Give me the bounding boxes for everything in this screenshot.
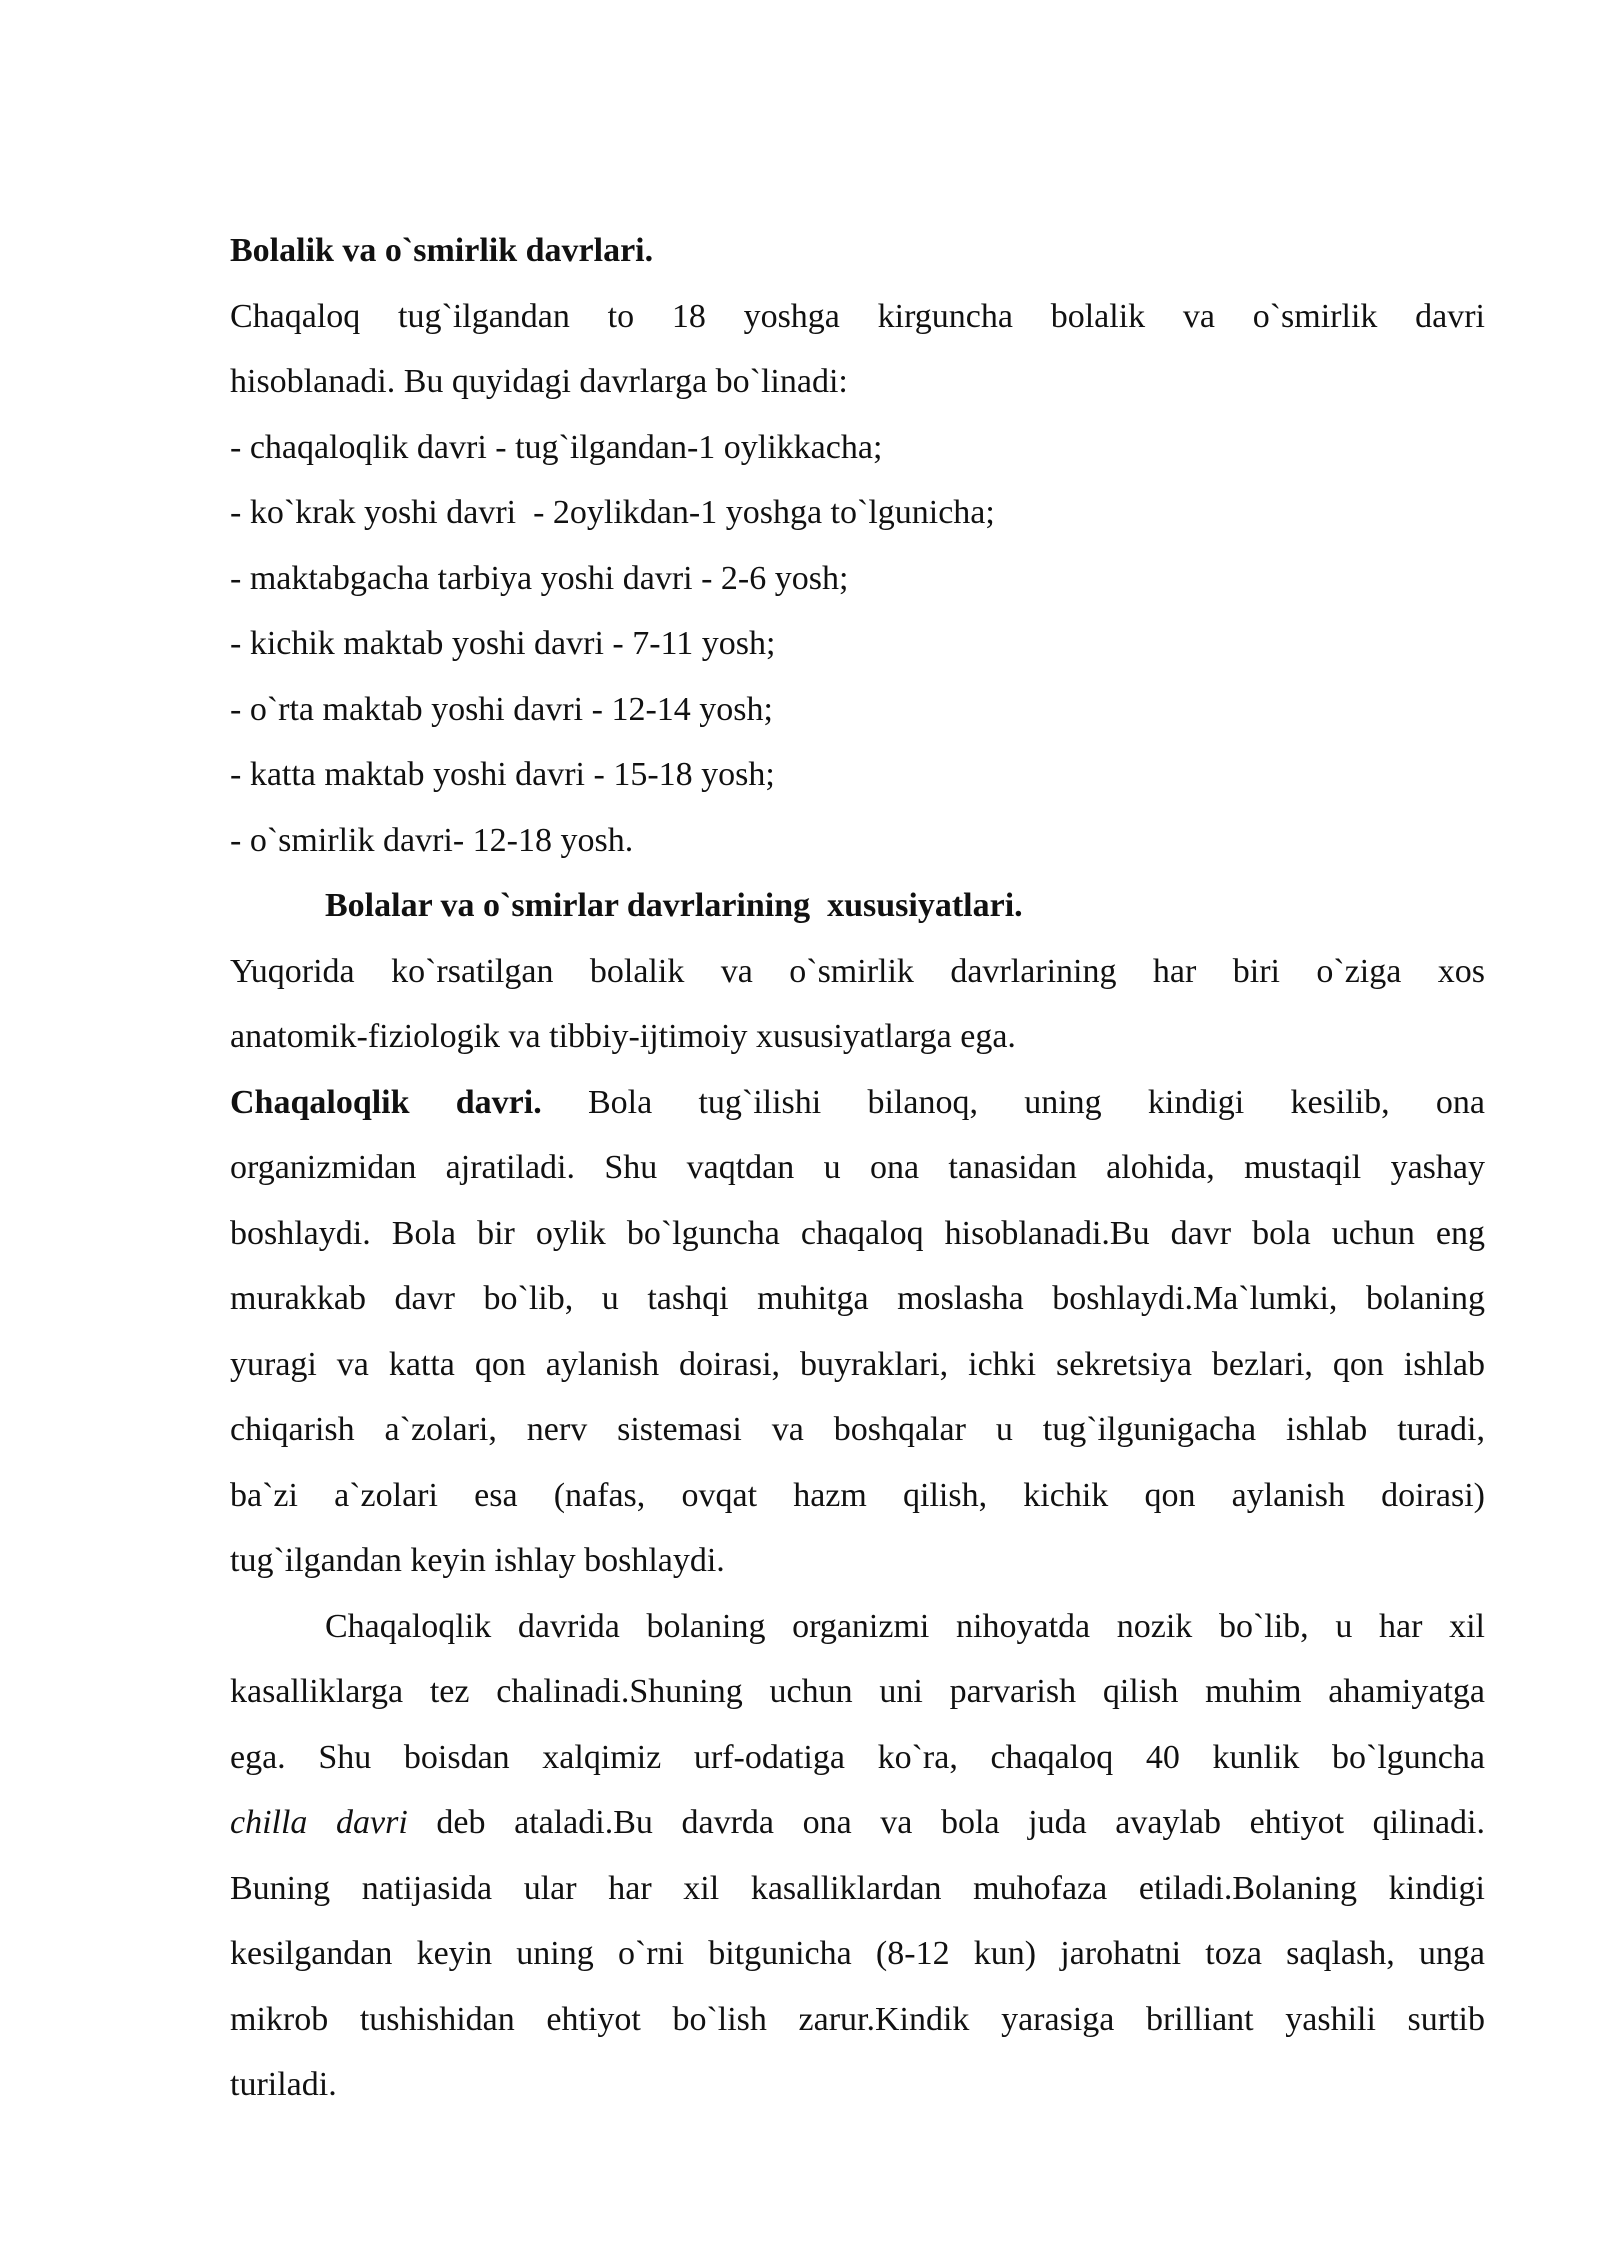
section-heading: Bolalar va o`smirlar davrlarining xususiyatlari. [325, 887, 1023, 924]
period-item: - kichik maktab yoshi davri - 7-11 yosh; [230, 625, 776, 662]
paragraph-2-line: kesilgandan keyin uning o`rni bitgunicha (8-12 kun) jarohatni toza saqlash, unga [230, 1935, 1485, 1972]
period-item: - katta maktab yoshi davri - 15-18 yosh; [230, 756, 775, 793]
paragraph-1-line: ba`zi a`zolari esa (nafas, ovqat hazm qilish, kichik qon aylanish doirasi) [230, 1476, 1485, 1514]
chaqaloqlik-davri-heading: Chaqaloqlik davri. [230, 1083, 542, 1121]
section-line-1: Yuqorida ko`rsatilgan bolalik va o`smirlik davrlarining har biri o`ziga xos [230, 952, 1485, 990]
section-line-2: anatomik-fiziologik va tibbiy-ijtimoiy xususiyatlarga ega. [230, 1018, 1016, 1055]
paragraph-2-line: mikrob tushishidan ehtiyot bo`lish zarur.Kindik yarasiga brilliant yashili surtib [230, 2000, 1485, 2038]
paragraph-1-last-line: tug`ilgandan keyin ishlay boshlaydi. [230, 1542, 725, 1579]
paragraph-2-line: Chaqaloqlik davrida bolaning organizmi nihoyatda nozik bo`lib, u har xil [325, 1607, 1485, 1645]
period-item: - maktabgacha tarbiya yoshi davri - 2-6 yosh; [230, 559, 849, 597]
period-item: - chaqaloqlik davri - tug`ilgandan-1 oylikkacha; [230, 428, 883, 466]
paragraph-1-line: organizmidan ajratiladi. Shu vaqtdan u ona tanasidan alohida, mustaqil yashay [230, 1149, 1485, 1186]
paragraph-1-line-1-rest: Bola tug`ilishi bilanoq, uning kindigi kesilib, ona [541, 1083, 1485, 1121]
paragraph-2-italic-line-rest: deb ataladi.Bu davrda ona va bola juda avaylab ehtiyot qilinadi. [407, 1804, 1485, 1841]
period-item: - o`rta maktab yoshi davri - 12-14 yosh; [230, 690, 773, 728]
paragraph-2-last-line: turiladi. [230, 2066, 337, 2103]
intro-line-1: Chaqaloq tug`ilgandan to 18 yoshga kirguncha bolalik va o`smirlik davri [230, 297, 1485, 335]
period-item: - o`smirlik davri- 12-18 yosh. [230, 821, 634, 859]
paragraph-2-line: kasalliklarga tez chalinadi.Shuning uchun uni parvarish qilish muhim ahamiyatga [230, 1673, 1485, 1710]
chilla-davri-term: chilla davri [230, 1804, 408, 1841]
period-item: - ko`krak yoshi davri - 2oylikdan-1 yoshga to`lgunicha; [230, 494, 995, 531]
paragraph-1-line: murakkab davr bo`lib, u tashqi muhitga moslasha boshlaydi.Ma`lumki, bolaning [230, 1280, 1485, 1317]
document-title: Bolalik va o`smirlik davrlari. [230, 232, 654, 269]
paragraph-1-line: boshlaydi. Bola bir oylik bo`lguncha chaqaloq hisoblanadi.Bu davr bola uchun eng [230, 1214, 1485, 1252]
paragraph-1-line: yuragi va katta qon aylanish doirasi, buyraklari, ichki sekretsiya bezlari, qon ishlab [230, 1345, 1485, 1383]
paragraph-2-line: ega. Shu boisdan xalqimiz urf-odatiga ko`ra, chaqaloq 40 kunlik bo`lguncha [230, 1738, 1485, 1776]
paragraph-2-italic-line [230, 1790, 1485, 1856]
document-page [230, 218, 1485, 2118]
intro-line-2: hisoblanadi. Bu quyidagi davrlarga bo`linadi: [230, 363, 848, 400]
paragraph-2-line: Buning natijasida ular har xil kasalliklardan muhofaza etiladi.Bolaning kindigi [230, 1869, 1485, 1907]
paragraph-1-line-1 [230, 1070, 1485, 1136]
paragraph-1-line: chiqarish a`zolari, nerv sistemasi va boshqalar u tug`ilgunigacha ishlab turadi, [230, 1411, 1485, 1448]
